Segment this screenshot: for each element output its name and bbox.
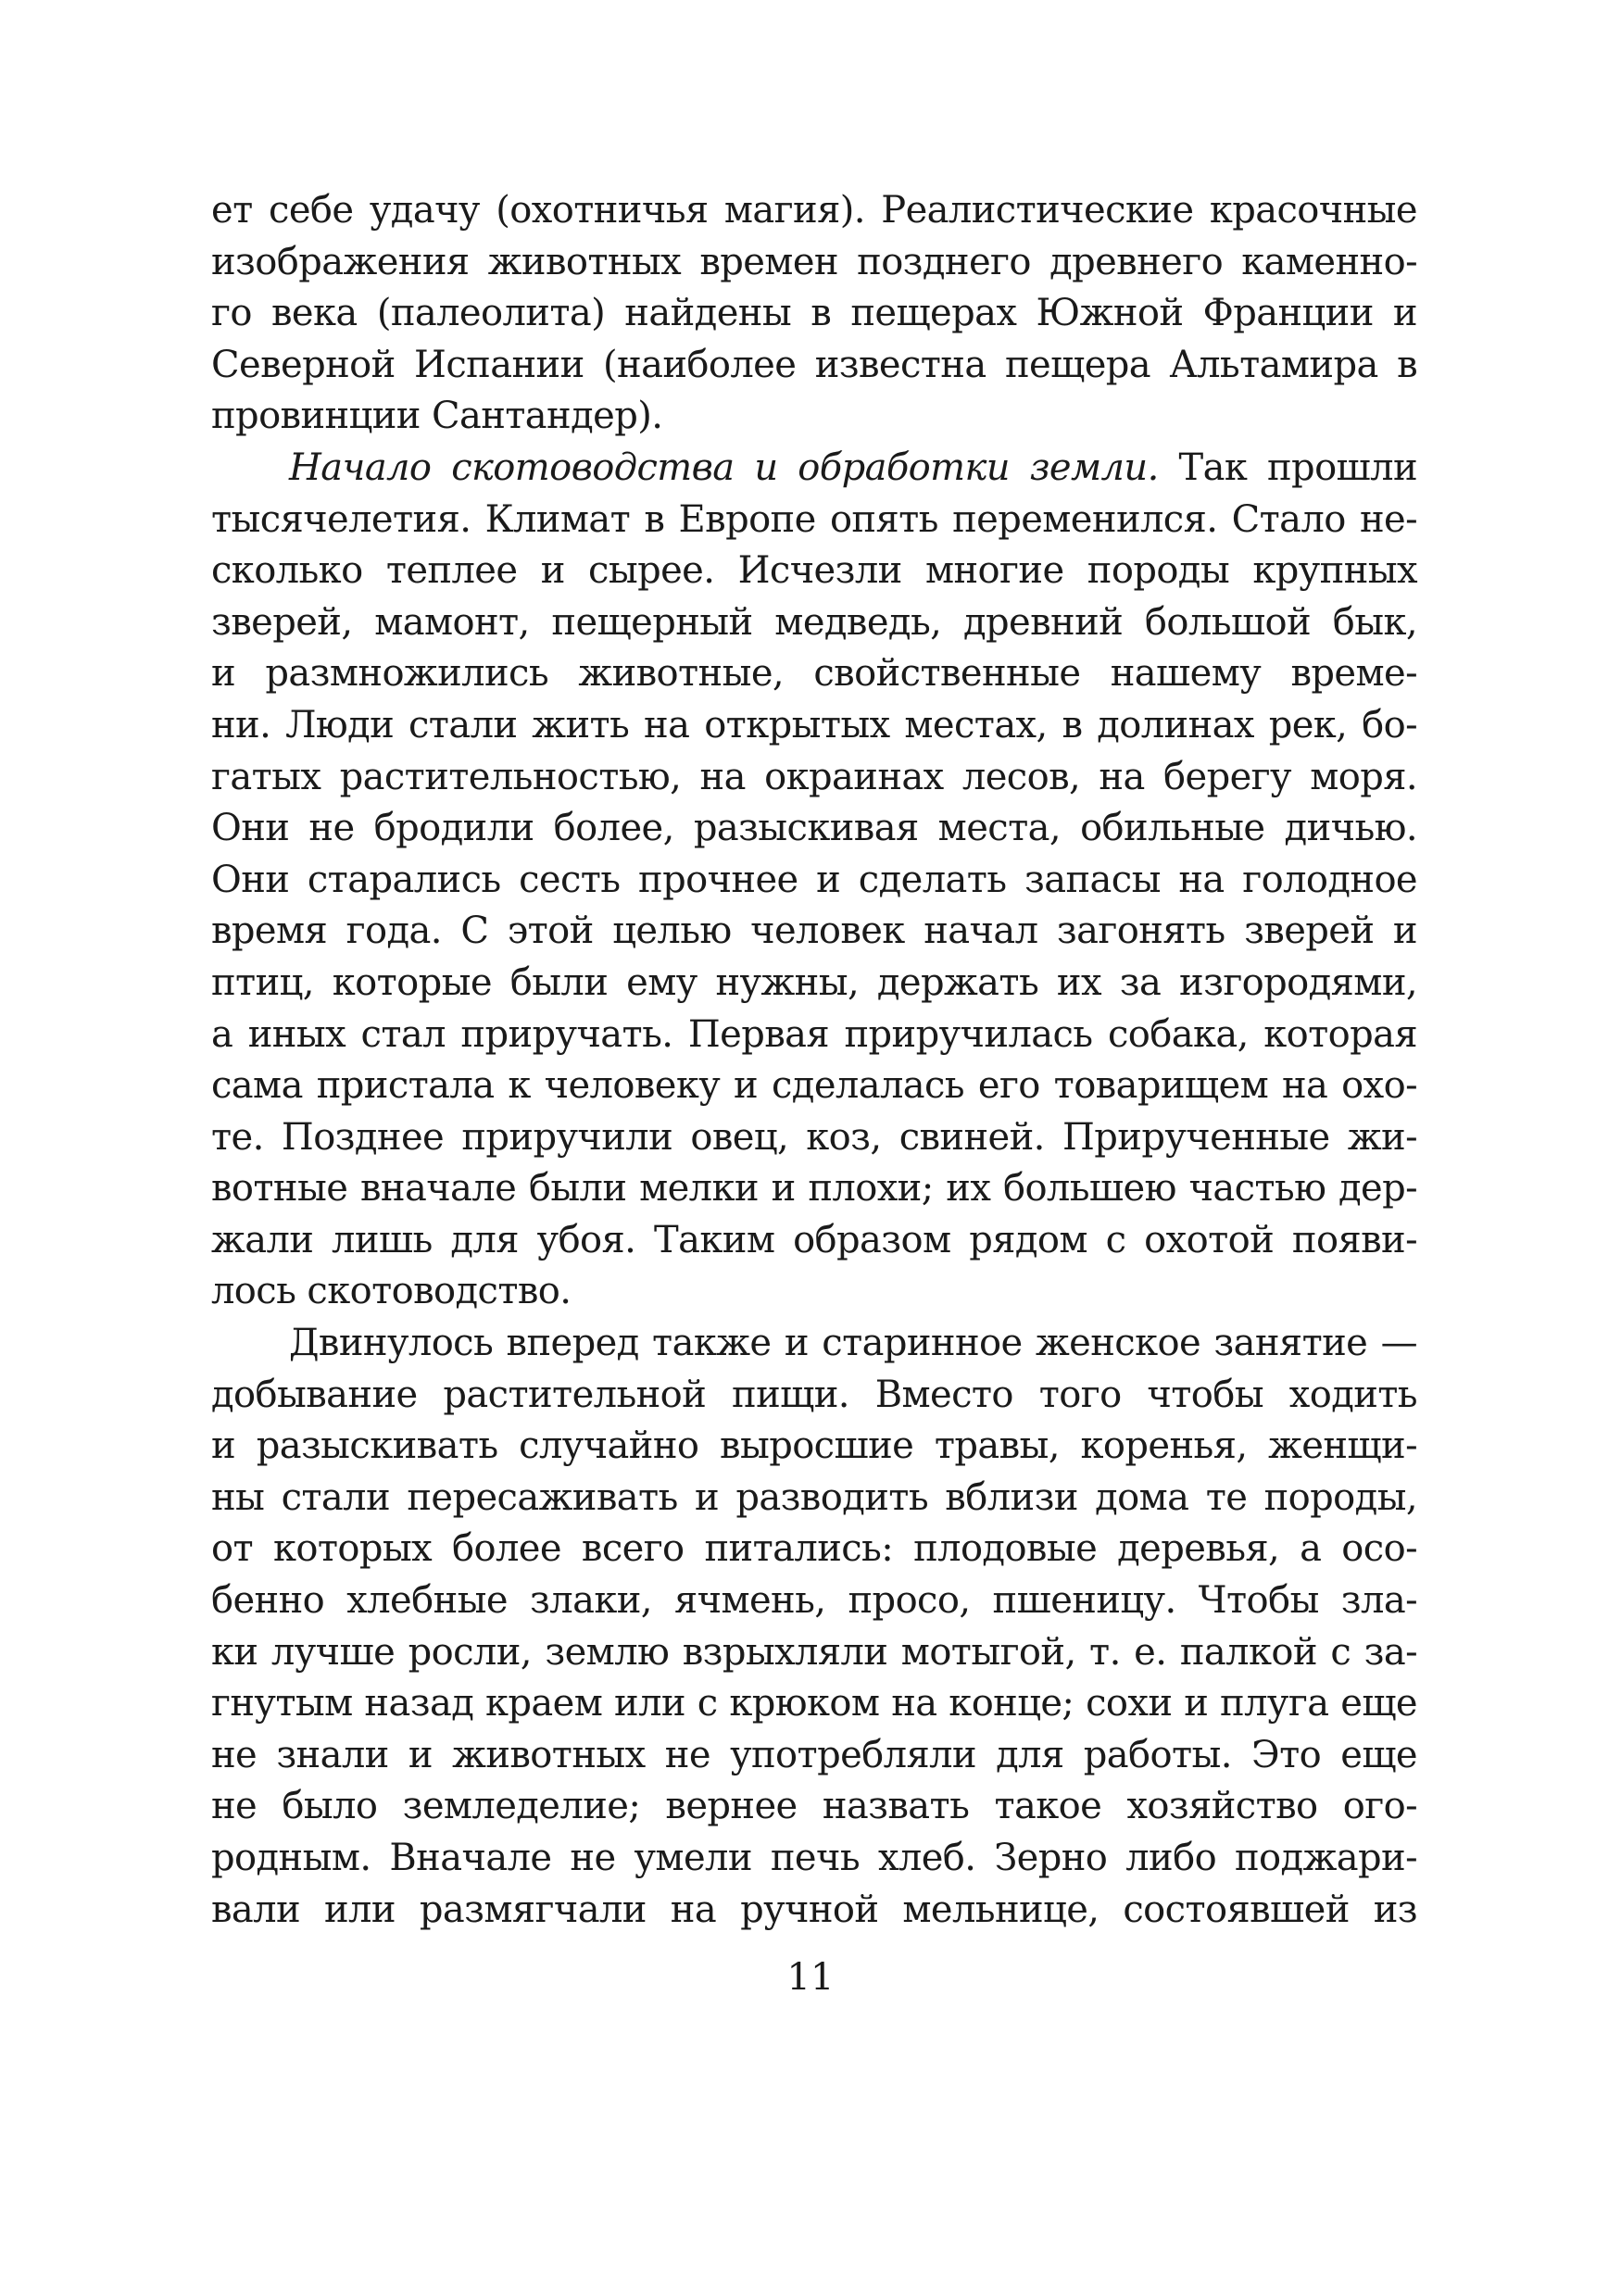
- text-line: Северной Испании (наиболее известна пещера Альтамира в: [211, 343, 1417, 386]
- text-line: Двинулось вперед также и старинное женское занятие —: [289, 1322, 1417, 1365]
- text-line: ны стали пересаживать и разводить вблизи дома те породы,: [211, 1475, 1417, 1519]
- text-line: вотные вначале были мелки и плохи; их большею частью дер-: [211, 1167, 1417, 1211]
- text-line: ни. Люди стали жить на открытых местах, в долинах рек, бо-: [211, 703, 1417, 747]
- text-line: провинции Сантандер).: [211, 395, 663, 438]
- body-text: [211, 185, 1417, 1936]
- text-line: не знали и животных не употребляли для работы. Это еще: [211, 1733, 1417, 1776]
- text-line: зверей, мамонт, пещерный медведь, древний большой бык,: [211, 600, 1417, 644]
- text-line: птиц, которые были ему нужны, держать их за изгородями,: [211, 960, 1417, 1004]
- text-line: время года. С этой целью человек начал загонять зверей и: [211, 910, 1417, 953]
- page-number: 11: [786, 1956, 835, 1999]
- text-line: изображения животных времен позднего древнего каменно-: [211, 240, 1417, 283]
- text-line: [211, 443, 1417, 495]
- section-heading: Начало скотоводства и обработки земли.: [289, 445, 1159, 489]
- text-line: Они старались сесть прочнее и сделать запасы на голодное: [211, 858, 1417, 901]
- text-line: а иных стал приручать. Первая приручилась собака, которая: [211, 1012, 1417, 1056]
- text-line: бенно хлебные злаки, ячмень, просо, пшеницу. Чтобы зла-: [211, 1579, 1417, 1623]
- text-line: жали лишь для убоя. Таким образом рядом с охотой появи-: [211, 1218, 1417, 1261]
- text-line: сколько теплее и сырее. Исчезли многие породы крупных: [211, 549, 1417, 593]
- text-line: и размножились животные, свойственные нашему време-: [211, 652, 1417, 696]
- text-line: те. Позднее приручили овец, коз, свиней. Прирученные жи-: [211, 1115, 1417, 1159]
- text-line: ет себе удачу (охотничья магия). Реалистические красочные: [211, 189, 1417, 232]
- text-line: сама пристала к человеку и сделалась его товарищем на охо-: [211, 1064, 1417, 1108]
- text-line: ки лучше росли, землю взрыхляли мотыгой, т. е. палкой с за-: [211, 1630, 1417, 1674]
- text-line: и разыскивать случайно выросшие травы, коренья, женщи-: [211, 1424, 1417, 1468]
- text-line: родным. Вначале не умели печь хлеб. Зерно либо поджари-: [211, 1837, 1417, 1879]
- text-line: тысячелетия. Климат в Европе опять переменился. Стало не-: [211, 497, 1417, 541]
- text-line: от которых более всего питались: плодовые деревья, а осо-: [211, 1527, 1417, 1571]
- text-line: гнутым назад краем или с крюком на конце; сохи и плуга еще: [211, 1682, 1417, 1725]
- text-line: не было земледелие; вернее назвать такое хозяйство ого-: [211, 1785, 1417, 1828]
- text-line: вали или размягчали на ручной мельнице, состоявшей из: [211, 1888, 1417, 1931]
- text-run: Так прошли: [1158, 445, 1418, 489]
- text-line: гатых растительностью, на окраинах лесов, на берегу моря.: [211, 755, 1417, 798]
- text-line: лось скотоводство.: [211, 1270, 572, 1313]
- text-line: го века (палеолита) найдены в пещерах Южной Франции и: [211, 292, 1417, 335]
- text-line: Они не бродили более, разыскивая места, обильные дичью.: [211, 807, 1417, 850]
- text-line: добывание растительной пищи. Вместо того чтобы ходить: [211, 1373, 1417, 1416]
